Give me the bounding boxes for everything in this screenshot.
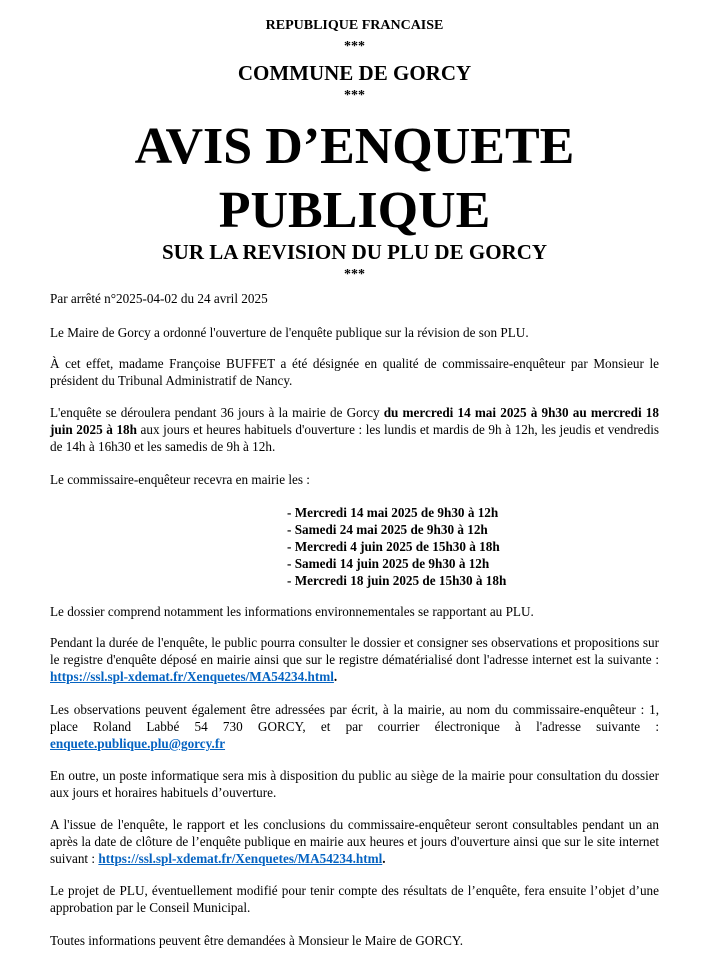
paragraph-dossier: Le dossier comprend notamment les informations environnementales se rapportant au PLU.	[50, 604, 534, 619]
paragraph-issue: A l'issue de l'enquête, le rapport et les conclusions du commissaire-enquêteur seront consultables pendant un an après la date de clôture de l’enquête publique en mairie aux heures et jours d'ouverture ainsi que sur le site internet suivant : https://ssl.spl-xdemat.fr/Xenquetes/MA54234.html.	[50, 817, 659, 866]
list-item: - Samedi 14 juin 2025 de 9h30 à 12h	[287, 556, 490, 571]
paragraph-recevra: Le commissaire-enquêteur recevra en mairie les :	[50, 472, 310, 487]
commune-heading: COMMUNE DE GORCY	[237, 61, 472, 85]
title-line-2: PUBLIQUE	[218, 182, 491, 239]
list-item: - Mercredi 18 juin 2025 de 15h30 à 18h	[287, 573, 507, 588]
paragraph-maire: Le Maire de Gorcy a ordonné l'ouverture de l'enquête publique sur la révision de son PLU.	[50, 325, 529, 340]
paragraph-observations: Les observations peuvent également être adressées par écrit, à la mairie, au nom du commissaire-enquêteur : 1, place Roland Labbé 54 730 GORCY, et par courrier électronique à l'adresse suivante : enquete.publique.plu@gorcy.fr	[50, 702, 659, 751]
paragraph-infos: Toutes informations peuvent être demandées à Monsieur le Maire de GORCY.	[50, 933, 464, 948]
paragraph-duree: L'enquête se déroulera pendant 36 jours à la mairie de Gorcy du mercredi 14 mai 2025 à 9h30 au mercredi 18 juin 2025 à 18h aux jours et heures habituels d'ouverture : les lundis et mardis de 9h à 12h, les jeudis et vendredis de 14h à 16h30 et les samedis de 9h à 12h.	[50, 405, 659, 454]
separator-stars: ***	[344, 267, 365, 282]
list-item: - Mercredi 14 mai 2025 de 9h30 à 12h	[287, 505, 499, 520]
arrete-reference: Par arrêté n°2025-04-02 du 24 avril 2025	[50, 291, 268, 306]
paragraph-consultation: Pendant la durée de l'enquête, le public pourra consulter le dossier et consigner ses observations et propositions sur le registre d'enquête déposé en mairie ainsi que sur le registre dématérialisé dont l'adresse internet est la suivante : https://ssl.spl-xdemat.fr/Xenquetes/MA54234.html.	[50, 635, 659, 684]
paragraph-commissaire: À cet effet, madame Françoise BUFFET a été désignée en qualité de commissaire-enquêteur par Monsieur le président du Tribunal Administratif de Nancy.	[50, 356, 659, 388]
paragraph-projet: Le projet de PLU, éventuellement modifié pour tenir compte des résultats de l’enquête, fera ensuite l’objet d’une approbation par le Conseil Municipal.	[50, 883, 659, 915]
registre-link[interactable]: https://ssl.spl-xdemat.fr/Xenquetes/MA54234.html	[50, 669, 334, 684]
list-item: - Mercredi 4 juin 2025 de 15h30 à 18h	[287, 539, 500, 554]
permanences-list	[287, 504, 506, 589]
title-line-1: AVIS D’ENQUETE	[134, 118, 575, 175]
email-link[interactable]: enquete.publique.plu@gorcy.fr	[50, 736, 226, 751]
rapport-link[interactable]: https://ssl.spl-xdemat.fr/Xenquetes/MA54234.html	[98, 851, 383, 866]
list-item: - Samedi 24 mai 2025 de 9h30 à 12h	[287, 522, 488, 537]
separator-stars: ***	[344, 39, 365, 54]
page-title	[0, 115, 709, 243]
separator-stars: ***	[344, 88, 365, 103]
republic-heading: REPUBLIQUE FRANCAISE	[265, 18, 444, 33]
paragraph-poste: En outre, un poste informatique sera mis à disposition du public au siège de la mairie pour consultation du dossier aux jours et horaires habituels d’ouverture.	[50, 768, 659, 800]
subtitle: SUR LA REVISION DU PLU DE GORCY	[161, 240, 548, 264]
